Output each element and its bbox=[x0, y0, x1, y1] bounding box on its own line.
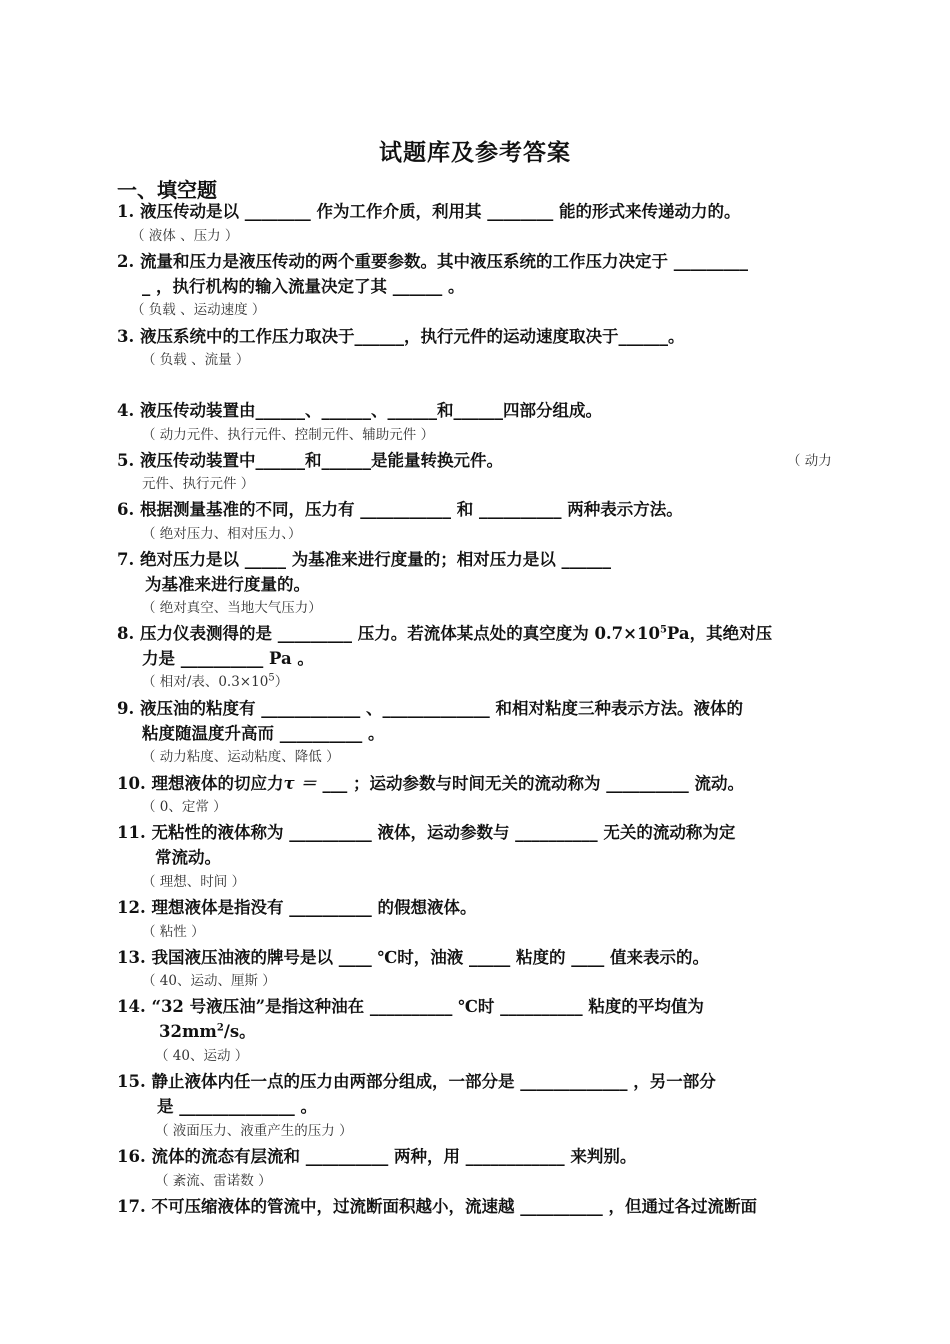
question-8 bbox=[117, 622, 772, 646]
question-14-line2 bbox=[159, 1020, 256, 1044]
answer-12: （ 粘性 ） bbox=[142, 924, 205, 940]
question-14-unit-b: /s。 bbox=[223, 1022, 256, 1041]
question-9: 9. 液压油的粘度有 ____________ 、_____________ 和相对粘度三种表示方法。液体的 bbox=[117, 699, 743, 718]
question-8-text-b: Pa，其绝对压 bbox=[666, 624, 773, 643]
question-7-line2: 为基准来进行度量的。 bbox=[145, 575, 310, 594]
question-2: 2. 流量和压力是液压传动的两个重要参数。其中液压系统的工作压力决定于 _________ bbox=[117, 252, 748, 271]
question-17: 17. 不可压缩液体的管流中，过流断面积越小，流速越 __________ ，但通过各过流断面 bbox=[117, 1197, 757, 1216]
answer-5-part1: （ 动力 bbox=[787, 453, 832, 469]
question-4: 4. 液压传动装置由______、______、______和______四部分组成。 bbox=[117, 401, 602, 420]
question-14-exponent: 2 bbox=[216, 1022, 224, 1034]
answer-1: （ 液体 、压力 ） bbox=[131, 228, 239, 244]
answer-4: （ 动力元件、执行元件、控制元件、辅助元件 ） bbox=[142, 427, 435, 443]
answer-8-text-a: （ 相对/表、0.3×10 bbox=[142, 674, 269, 690]
question-8-text-a: 8. 压力仪表测得的是 _________ 压力。若流体某点处的真空度为 0.7×10 bbox=[117, 624, 660, 643]
question-8-exponent: 5 bbox=[659, 624, 667, 636]
question-14: 14. “32 号液压油”是指这种油在 __________ ℃时 __________ 粘度的平均值为 bbox=[117, 997, 704, 1016]
question-11: 11. 无粘性的液体称为 __________ 液体，运动参数与 __________ 无关的流动称为定 bbox=[117, 823, 736, 842]
question-16: 16. 流体的流态有层流和 __________ 两种，用 ____________ 来判别。 bbox=[117, 1147, 637, 1166]
answer-2: （ 负载 、运动速度 ） bbox=[131, 302, 266, 318]
question-15: 15. 静止液体内任一点的压力由两部分组成，一部分是 _____________ ，另一部分 bbox=[117, 1072, 716, 1091]
answer-14: （ 40、运动 ） bbox=[155, 1048, 249, 1064]
answer-9: （ 动力粘度、运动粘度、降低 ） bbox=[142, 749, 340, 765]
question-3: 3. 液压系统中的工作压力取决于______，执行元件的运动速度取决于______。 bbox=[117, 327, 685, 346]
question-5: 5. 液压传动装置中______和______是能量转换元件。 bbox=[117, 451, 503, 470]
question-14-unit-a: 32mm bbox=[159, 1022, 217, 1041]
tau-symbol: τ ＝ bbox=[283, 774, 317, 793]
question-8-line2: 力是 __________ Pa 。 bbox=[142, 649, 314, 668]
question-12: 12. 理想液体是指没有 __________ 的假想液体。 bbox=[117, 898, 477, 917]
answer-11: （ 理想、时间 ） bbox=[142, 874, 246, 890]
answer-16: （ 紊流、雷诺数 ） bbox=[155, 1173, 272, 1189]
answer-6: （ 绝对压力、相对压力、） bbox=[142, 526, 302, 542]
answer-15: （ 液面压力、液重产生的压力 ） bbox=[155, 1123, 353, 1139]
question-7: 7. 绝对压力是以 _____ 为基准来进行度量的；相对压力是以 ______ bbox=[117, 550, 611, 569]
question-13: 13. 我国液压油液的牌号是以 ____ ℃时，油液 _____ 粘度的 ____ 值来表示的。 bbox=[117, 948, 709, 967]
answer-3: （ 负载 、流量 ） bbox=[142, 352, 250, 368]
question-1: 1. 液压传动是以 ________ 作为工作介质，利用其 ________ 能的形式来传递动力的。 bbox=[117, 202, 741, 221]
answer-8-exponent: 5 bbox=[268, 672, 275, 684]
question-6: 6. 根据测量基准的不同，压力有 ___________ 和 __________ 两种表示方法。 bbox=[117, 500, 683, 519]
answer-8-text-b: ） bbox=[274, 674, 289, 690]
answer-7: （ 绝对真空、当地大气压力） bbox=[142, 600, 322, 616]
question-11-line2: 常流动。 bbox=[155, 848, 221, 867]
page-title: 试题库及参考答案 bbox=[379, 139, 571, 166]
question-2-line2: _ ，执行机构的输入流量决定了其 ______ 。 bbox=[142, 277, 465, 296]
answer-8 bbox=[142, 672, 288, 692]
answer-10: （ 0、定常 ） bbox=[142, 799, 227, 815]
question-10-text-a: 10. 理想液体的切应力 bbox=[117, 774, 284, 793]
section-heading: 一、填空题 bbox=[117, 178, 217, 202]
question-10 bbox=[117, 772, 744, 796]
question-10-text-b: ___ ；运动参数与时间无关的流动称为 __________ 流动。 bbox=[316, 774, 745, 793]
question-9-line2: 粘度随温度升高而 __________ 。 bbox=[142, 724, 385, 743]
answer-13: （ 40、运动、厘斯 ） bbox=[142, 973, 276, 989]
question-15-line2: 是 ______________ 。 bbox=[157, 1097, 317, 1116]
answer-5-part2: 元件、执行元件 ） bbox=[142, 476, 255, 492]
